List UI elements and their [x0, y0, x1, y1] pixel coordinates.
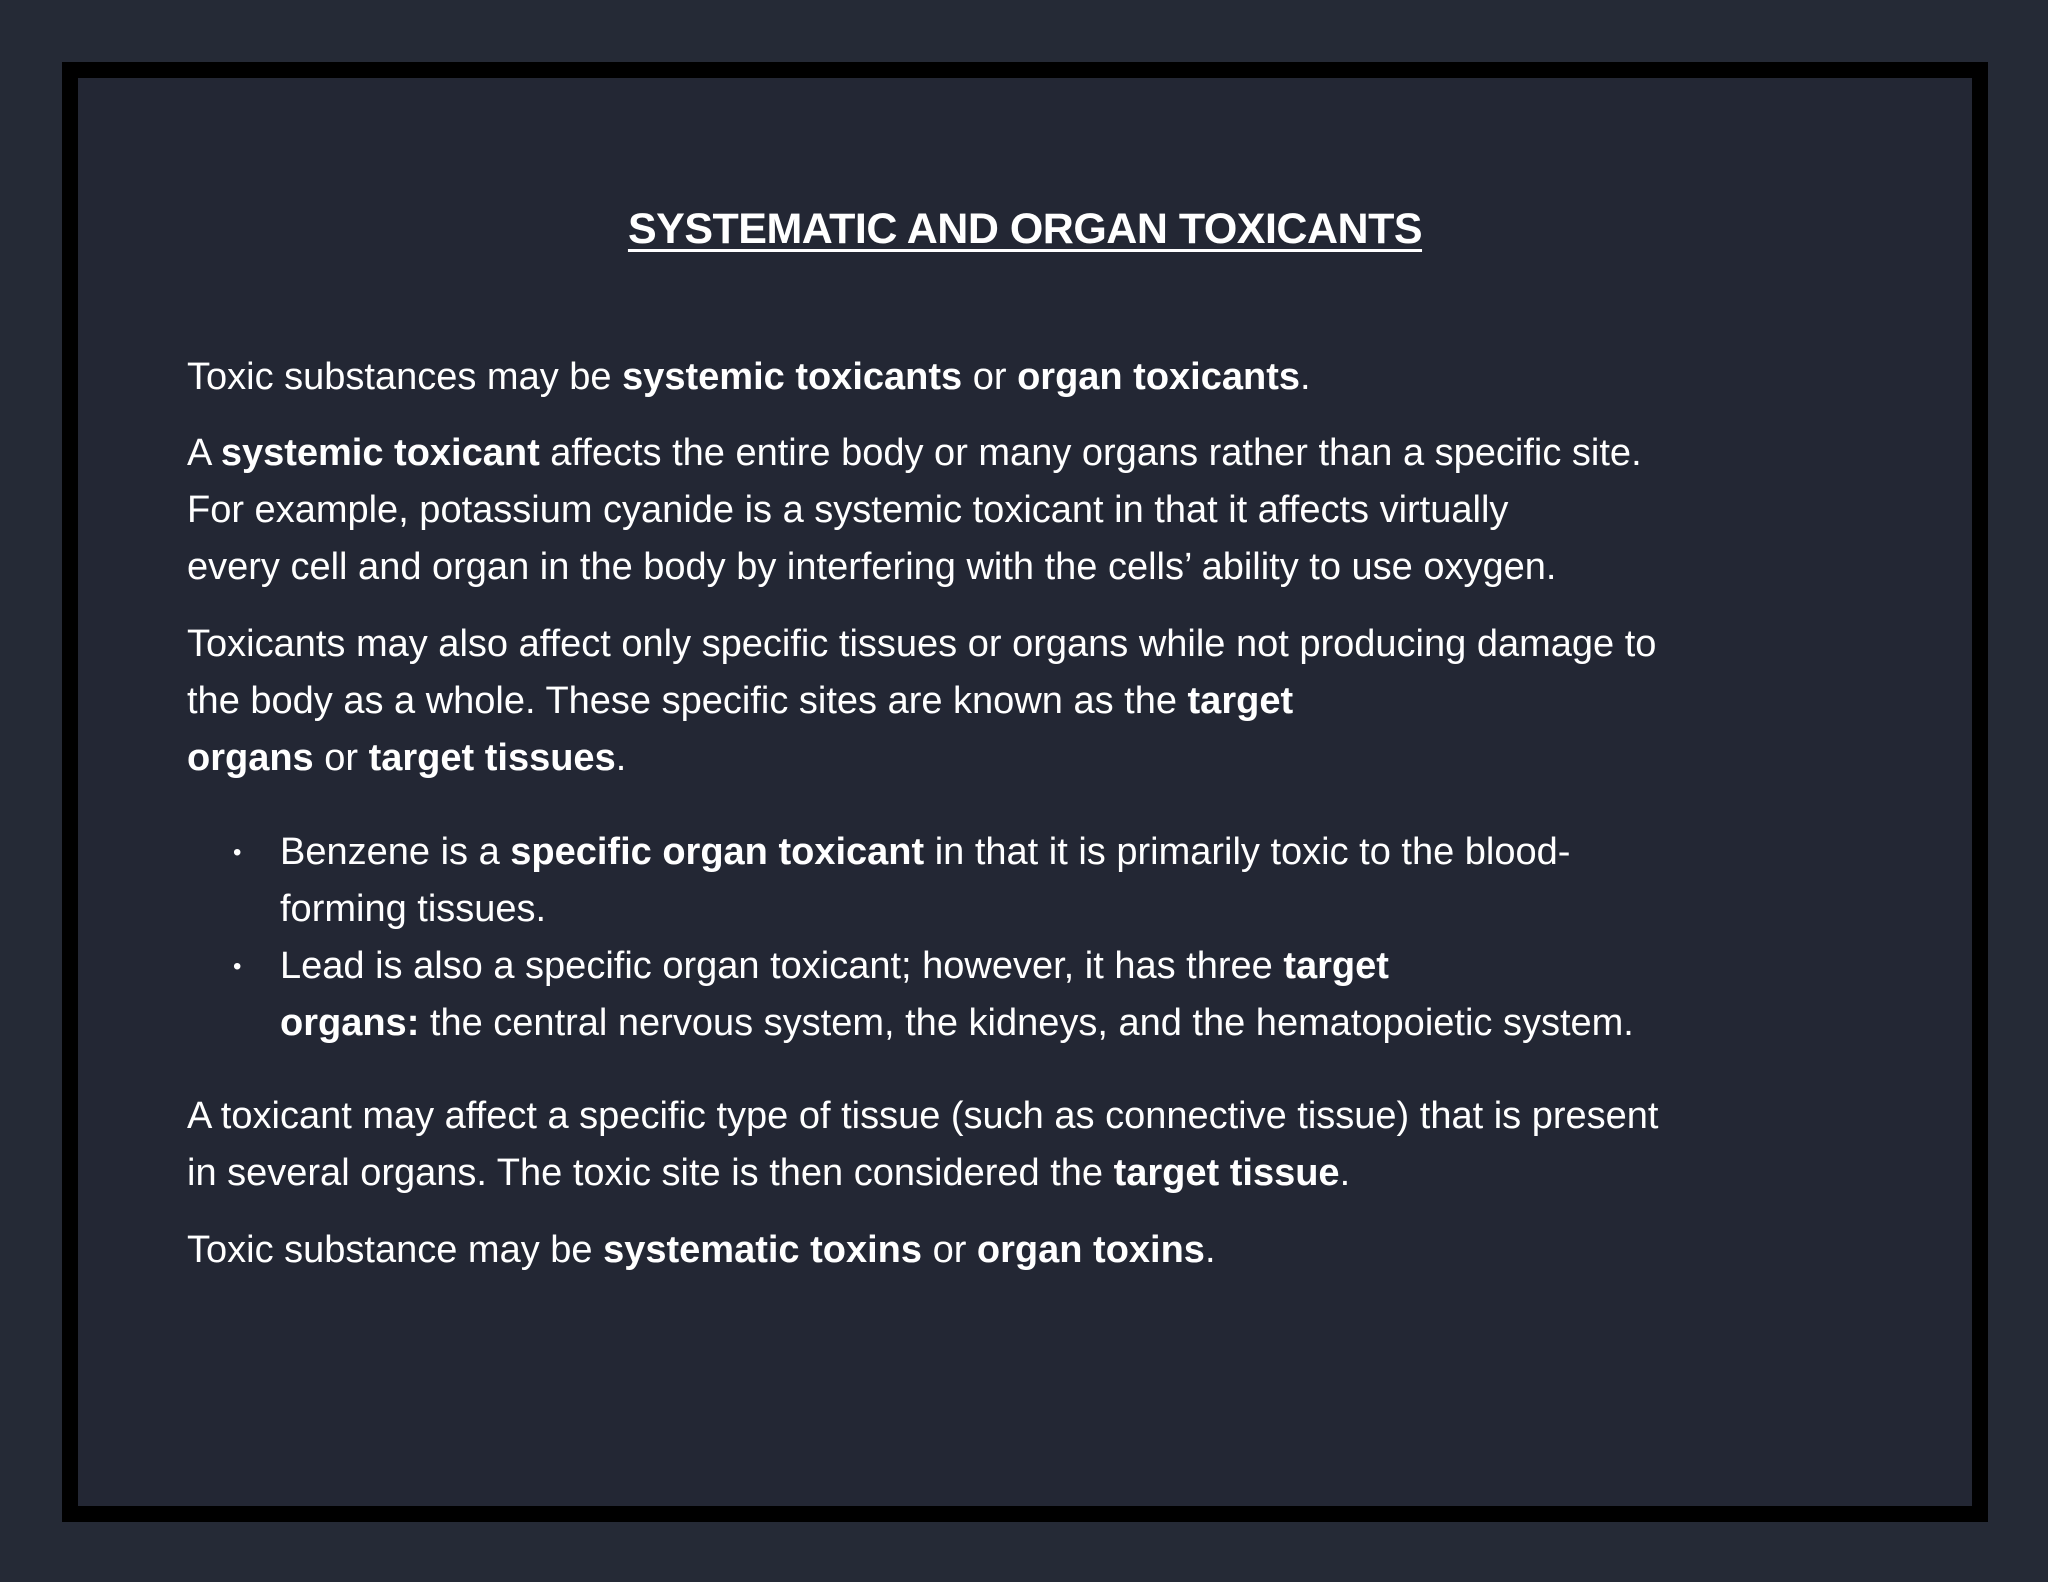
text-line: For example, potassium cyanide is a systemic toxicant in that it affects virtually [187, 489, 1509, 531]
bold-term: organ toxins [976, 1229, 1205, 1271]
text: . [1339, 1152, 1351, 1194]
text-line [187, 1145, 1887, 1202]
text: . [1204, 1229, 1216, 1271]
text-line [280, 995, 1887, 1052]
text: or [922, 1229, 977, 1271]
paragraph-target-organs [187, 616, 1887, 787]
paragraph-intro [187, 349, 1887, 406]
text: . [615, 737, 627, 779]
text-line: A toxicant may affect a specific type of tissue (such as connective tissue) that is present [187, 1095, 1659, 1137]
text: the central nervous system, the kidneys, and the hematopoietic system. [419, 1002, 1634, 1044]
bullet-icon: • [233, 839, 242, 866]
bold-term: organs [187, 737, 314, 779]
slide-frame [62, 62, 1988, 1522]
text: affects the entire body or many organs rather than a specific site. [539, 432, 1642, 474]
text-line [187, 730, 1887, 787]
text: the body as a whole. These specific sites are known as the [187, 680, 1188, 722]
text: Toxic substances may be [187, 356, 623, 398]
text: or [313, 737, 369, 779]
text-line: every cell and organ in the body by interfering with the cells’ ability to use oxygen. [187, 546, 1557, 588]
bold-term: target tissue [1113, 1152, 1340, 1194]
paragraph-summary [187, 1222, 1887, 1279]
bold-term: systematic toxins [603, 1229, 923, 1271]
text: Benzene is a [280, 831, 511, 873]
list-item [187, 938, 1887, 1052]
bold-term: systemic toxicants [622, 356, 963, 398]
bullet-list [187, 824, 1887, 1052]
list-item [187, 824, 1887, 938]
slide-content [187, 349, 1887, 1279]
text: A [187, 432, 221, 474]
text: in several organs. The toxic site is then considered the [187, 1152, 1114, 1194]
text-line [280, 938, 1887, 995]
paragraph-systemic [187, 425, 1887, 596]
text-line: forming tissues. [280, 888, 547, 930]
bold-term: target tissues [368, 737, 616, 779]
text: . [1300, 356, 1311, 398]
paragraph-target-tissue [187, 1088, 1887, 1202]
text-line [187, 673, 1887, 730]
bullet-icon: • [233, 953, 242, 980]
bold-term: organ toxicants [1017, 356, 1301, 398]
bold-term: systemic toxicant [220, 432, 540, 474]
page-title: SYSTEMATIC AND ORGAN TOXICANTS [627, 205, 1423, 253]
text-line [187, 425, 1887, 482]
text: in that it is primarily toxic to the blood- [924, 831, 1571, 873]
bold-term: specific organ toxicant [510, 831, 925, 873]
bold-term: target [1187, 680, 1294, 722]
text-line: Toxicants may also affect only specific tissues or organs while not producing damage to [187, 623, 1657, 665]
text: Toxic substance may be [187, 1229, 604, 1271]
text-line [280, 824, 1887, 881]
bold-term: target [1283, 945, 1389, 987]
text: Lead is also a specific organ toxicant; however, it has three [280, 945, 1284, 987]
bold-term: organs: [280, 1002, 420, 1044]
text: or [962, 356, 1018, 398]
